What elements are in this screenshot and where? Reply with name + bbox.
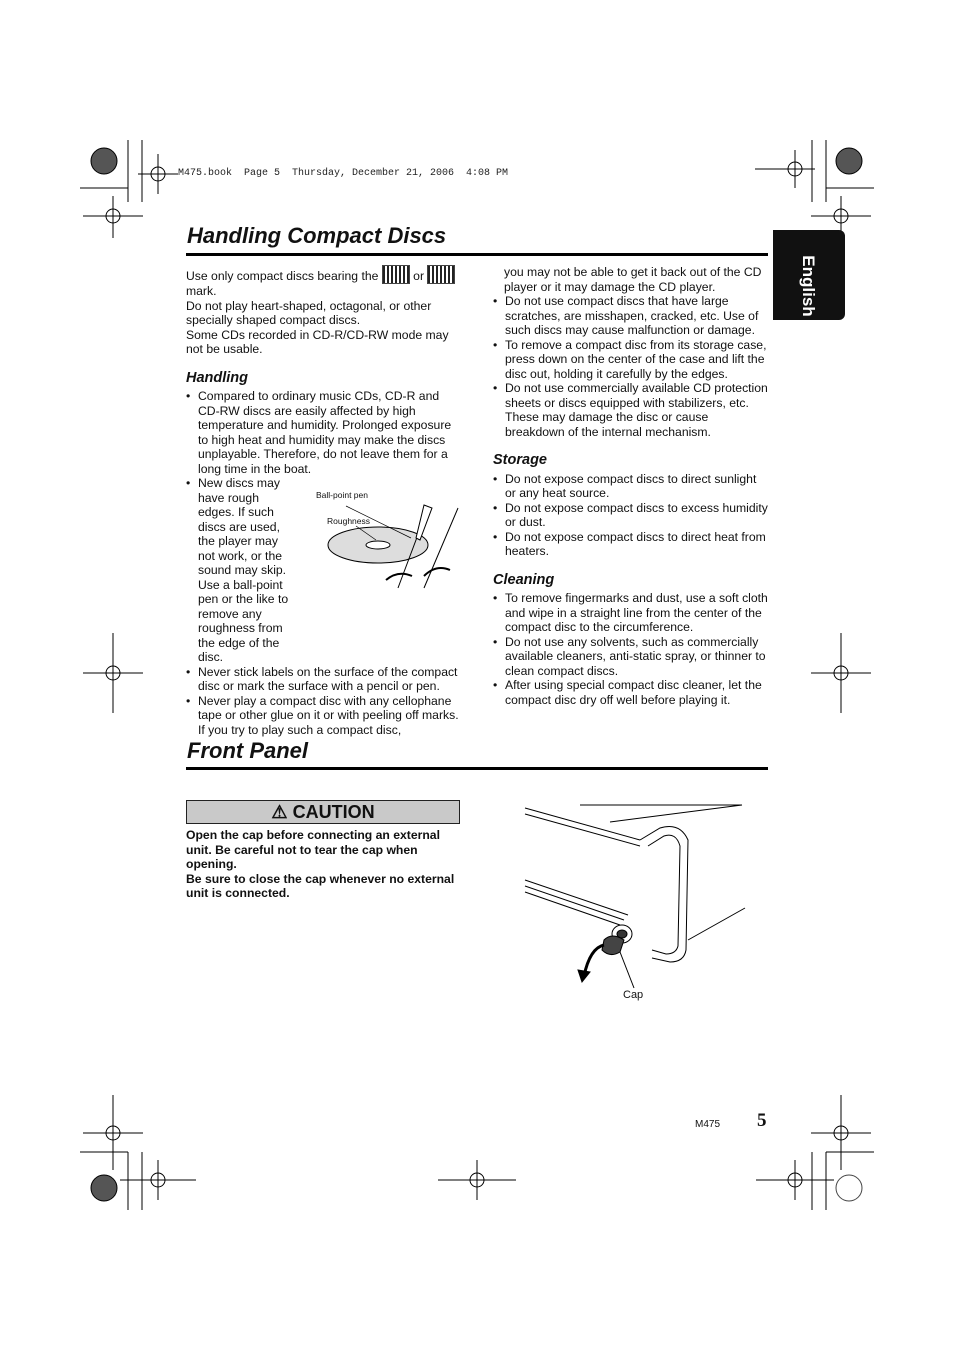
disc-edge-illustration — [316, 500, 466, 595]
list-item: • After using special compact disc cleaner, let the compact disc dry off well before playing it. — [493, 678, 769, 707]
language-tab — [773, 230, 845, 320]
label-roughness: Roughness — [327, 516, 371, 526]
page-number: 5 — [757, 1110, 767, 1131]
list-item: • To remove fingermarks and dust, use a soft cloth and wipe in a straight line from the center of the compact disc to the circumference. — [493, 591, 769, 635]
section-title-front-panel: Front Panel — [187, 738, 309, 763]
caution-banner — [186, 800, 460, 824]
storage-list — [493, 472, 769, 559]
list-item: • Do not use any solvents, such as commercially available cleaners, anti-static spray, or thinner to clean compact discs. — [493, 635, 769, 679]
section-rule — [186, 767, 768, 770]
model-number: M475 — [695, 1119, 721, 1130]
subheading-cleaning: Cleaning — [493, 571, 555, 588]
caution-text — [186, 828, 464, 901]
label-ball-point-pen: Ball-point pen — [316, 490, 368, 500]
list-item: • Never play a compact disc with any cellophane tape or other glue on it or with peeling off marks. If you try to play such a compact disc, — [186, 694, 462, 738]
intro-p2: Do not play heart-shaped, octagonal, or other specially shaped compact discs. — [186, 298, 432, 327]
section-rule — [186, 253, 768, 256]
list-item: • New discs may have rough edges. If such discs are used, the player may not work, or the sound may skip. Use a ball-point pen or the like to remove any roughness from the edge of the disc. — [186, 476, 462, 665]
language-tab-label: English — [799, 255, 818, 317]
list-item: • Compared to ordinary music CDs, CD-R and CD-RW discs are easily affected by high temperature and humidity. Prolonged exposure to high heat and humidity may make the discs unplayable. Therefore, do not leave them for a long time in the boat. — [186, 389, 462, 476]
right-column — [493, 265, 769, 707]
subheading-handling: Handling — [186, 369, 249, 386]
section-title-handling: Handling Compact Discs — [187, 223, 447, 248]
list-item: • Do not use compact discs that have large scratches, are misshapen, cracked, etc. Use of such discs may cause malfunction or damage. — [493, 294, 769, 338]
list-item: • Never stick labels on the surface of the compact disc or mark the surface with a pencil or pen. — [186, 665, 462, 694]
list-item: • Do not expose compact discs to direct heat from heaters. — [493, 530, 769, 559]
list-item: • Do not expose compact discs to direct sunlight or any heat source. — [493, 472, 769, 501]
list-item: • Do not expose compact discs to excess humidity or dust. — [493, 501, 769, 530]
warning-triangle-icon: ⚠ — [271, 802, 288, 822]
subheading-storage: Storage — [493, 452, 547, 468]
intro-line1: Use only compact discs bearing the or mark. — [186, 265, 462, 299]
cd-notes-list — [493, 294, 769, 439]
continued-text: you may not be able to get it back out of the CD player or it may damage the CD player. — [504, 265, 762, 294]
caution-p1: Open the cap before connecting an external unit. Be careful not to tear the cap when opening. — [186, 828, 440, 871]
list-item: • To remove a compact disc from its storage case, press down on the center of the case and lift the disc out, holding it carefully by the edges. — [493, 338, 769, 382]
front-panel-illustration — [520, 800, 750, 990]
intro-p3: Some CDs recorded in CD-R/CD-RW mode may not be usable. — [186, 327, 449, 356]
list-item: • Do not use commercially available CD protection sheets or discs equipped with stabilizers, etc. These may damage the disc or cause breakdown of the internal mechanism. — [493, 381, 769, 439]
print-job-line: M475.book Page 5 Thursday, December 21, 2006 4:08 PM — [178, 168, 509, 179]
cleaning-list — [493, 591, 769, 707]
compact-disc-text-logo-icon — [427, 265, 455, 284]
compact-disc-logo-icon — [382, 265, 410, 284]
caution-p2: Be sure to close the cap whenever no external unit is connected. — [186, 871, 455, 900]
caution-label: CAUTION — [292, 802, 375, 822]
label-cap: Cap — [623, 989, 644, 1001]
